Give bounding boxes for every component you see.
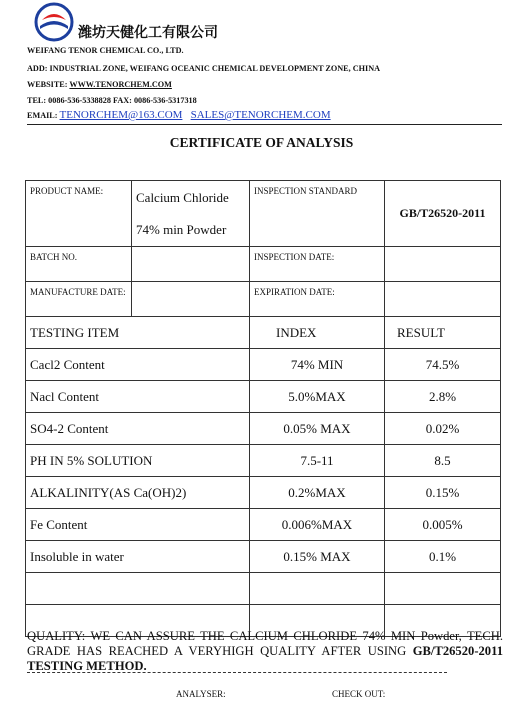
test-index: 7.5-11: [250, 445, 385, 477]
email-link-sales[interactable]: SALES@TENORCHEM.COM: [190, 109, 331, 121]
batch-row: [26, 247, 501, 282]
product-row: [26, 181, 501, 247]
result-row: [26, 541, 501, 573]
phone-fax: TEL: 0086-536-5338828 FAX: 0086-536-5317318: [27, 96, 197, 105]
product-name-line1: Calcium Chloride: [136, 189, 229, 205]
quality-text: QUALITY: WE CAN ASSURE THE CALCIUM CHLORIDE 74% MIN Powder, TECH. GRADE HAS REACHED A VERYHIGH QUALITY AFTER USING: [27, 629, 503, 658]
test-index: 0.05% MAX: [250, 413, 385, 445]
batch-label: BATCH NO.: [26, 247, 132, 282]
company-name-english: WEIFANG TENOR CHEMICAL CO., LTD.: [27, 46, 184, 55]
result-row: [26, 413, 501, 445]
results-header-row: [26, 317, 501, 349]
batch-value: [132, 247, 250, 282]
test-item: Nacl Content: [26, 381, 250, 413]
test-item: Cacl2 Content: [26, 349, 250, 381]
email-line: [27, 109, 331, 121]
header-testing-item: TESTING ITEM: [26, 317, 250, 349]
test-index: 74% MIN: [250, 349, 385, 381]
test-index: 0.15% MAX: [250, 541, 385, 573]
certificate-title: CERTIFICATE OF ANALYSIS: [169, 135, 354, 150]
inspection-standard-value: GB/T26520-2011: [385, 181, 501, 247]
signature-divider: [27, 672, 447, 673]
test-item: Insoluble in water: [26, 541, 250, 573]
analysis-table: [25, 180, 501, 637]
header-divider: [27, 124, 502, 125]
test-result: 0.1%: [385, 541, 501, 573]
expiration-date-label: EXPIRATION DATE:: [250, 282, 385, 317]
manufacture-date-label: MANUFACTURE DATE:: [26, 282, 132, 317]
website-line: [27, 80, 172, 89]
quality-statement: [27, 629, 503, 674]
email-link-163[interactable]: TENORCHEM@163.COM: [59, 109, 183, 121]
result-row: [26, 445, 501, 477]
product-name-value: [132, 181, 250, 247]
result-row: [26, 349, 501, 381]
product-name-line2: 74% min Powder: [136, 221, 227, 237]
result-row: [26, 381, 501, 413]
result-row: [26, 509, 501, 541]
empty-row: [26, 573, 501, 605]
company-name-chinese: 潍坊天健化工有限公司: [78, 25, 218, 41]
website-link[interactable]: WWW.TENORCHEM.COM: [69, 80, 172, 89]
test-result: 0.15%: [385, 477, 501, 509]
header-result: RESULT: [385, 317, 501, 349]
inspection-date-value: [385, 247, 501, 282]
test-item: Fe Content: [26, 509, 250, 541]
test-index: 5.0%MAX: [250, 381, 385, 413]
test-result: 74.5%: [385, 349, 501, 381]
manufacture-date-value: [132, 282, 250, 317]
test-item: SO4-2 Content: [26, 413, 250, 445]
expiration-date-value: [385, 282, 501, 317]
test-result: 0.005%: [385, 509, 501, 541]
quality-standard: GB/T26520-2011 TESTING METHOD.: [27, 644, 503, 673]
test-index: 0.006%MAX: [250, 509, 385, 541]
test-result: 8.5: [385, 445, 501, 477]
test-item: PH IN 5% SOLUTION: [26, 445, 250, 477]
test-result: 0.02%: [385, 413, 501, 445]
test-index: 0.2%MAX: [250, 477, 385, 509]
inspection-date-label: INSPECTION DATE:: [250, 247, 385, 282]
manufacture-row: [26, 282, 501, 317]
company-logo: [34, 2, 74, 42]
test-result: 2.8%: [385, 381, 501, 413]
analyser-label: ANALYSER:: [176, 689, 226, 699]
company-address: ADD: INDUSTRIAL ZONE, WEIFANG OCEANIC CHEMICAL DEVELOPMENT ZONE, CHINA: [27, 64, 381, 73]
checkout-label: CHECK OUT:: [332, 689, 386, 699]
product-name-label: PRODUCT NAME:: [26, 181, 132, 247]
website-label: WEBSITE:: [27, 80, 70, 89]
email-label: EMAIL:: [27, 111, 60, 120]
header-index: INDEX: [250, 317, 385, 349]
test-item: ALKALINITY(AS Ca(OH)2): [26, 477, 250, 509]
result-row: [26, 477, 501, 509]
inspection-standard-label: INSPECTION STANDARD: [250, 181, 385, 247]
